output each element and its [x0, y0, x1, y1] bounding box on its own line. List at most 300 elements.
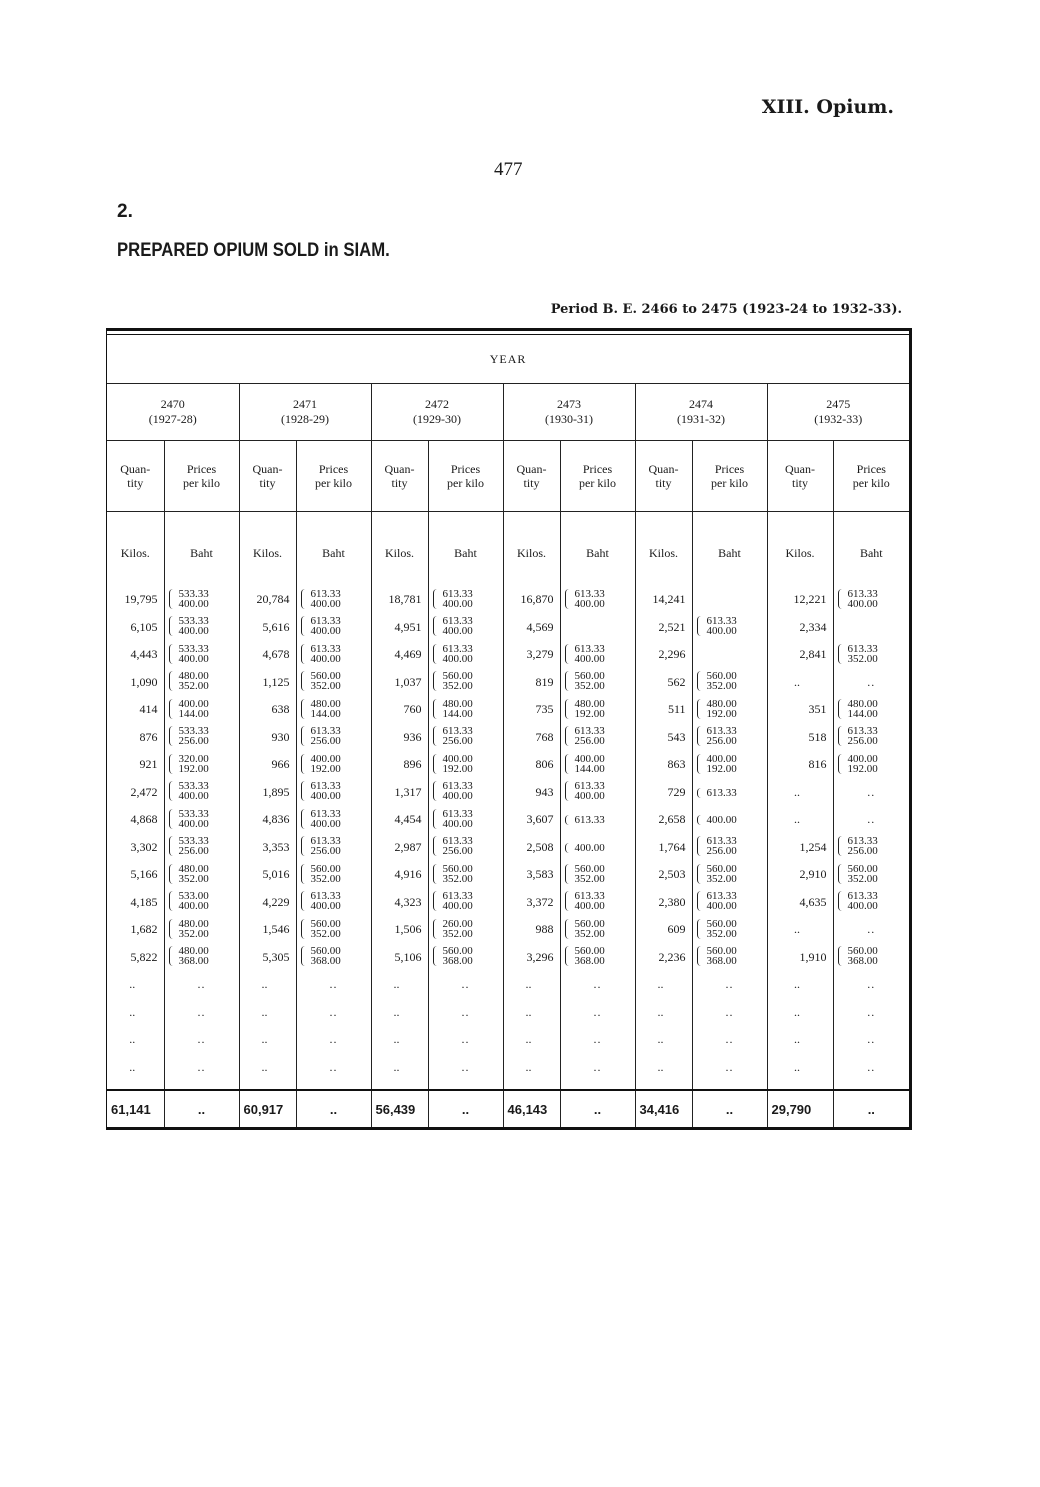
year-be: 2472	[425, 397, 449, 411]
price-cell	[296, 779, 371, 807]
price-range	[165, 919, 209, 939]
price-high: 480.00	[442, 697, 473, 710]
price-high: 560.00	[847, 862, 878, 875]
quantity-cell: 943	[503, 779, 560, 807]
quantity-cell: 806	[503, 751, 560, 779]
price-cell	[164, 999, 239, 1027]
price-low: 256.00	[310, 735, 341, 748]
price-range	[165, 946, 209, 966]
price-range	[297, 891, 341, 911]
price-empty: ..	[593, 977, 602, 992]
year-be: 2475	[826, 397, 851, 411]
price-cell	[428, 582, 503, 614]
price-cell	[428, 944, 503, 972]
price-low: 368.00	[574, 955, 605, 968]
quantity-cell: 1,125	[239, 669, 296, 697]
quantity-cell: 1,546	[239, 916, 296, 944]
price-cell	[560, 861, 635, 889]
price-cell	[428, 889, 503, 917]
price-range	[834, 726, 878, 746]
price-low: 400.00	[442, 817, 473, 830]
quantity-cell: 5,305	[239, 944, 296, 972]
price-low: 352.00	[442, 927, 473, 940]
units-row	[107, 512, 909, 583]
table-row	[107, 861, 909, 889]
quantity-cell: 4,836	[239, 806, 296, 834]
price-empty: ..	[725, 1059, 734, 1074]
quantity-cell: 12,221	[767, 582, 833, 614]
quantity-cell: 2,521	[635, 614, 692, 642]
price-cell	[428, 971, 503, 999]
price-low: 400.00	[442, 625, 473, 638]
price-high: 533.33	[178, 725, 209, 738]
year-column-header	[767, 384, 909, 441]
quantity-cell: 1,910	[767, 944, 833, 972]
price-range	[561, 919, 605, 939]
price-range	[297, 919, 341, 939]
price-header: Prices per kilo	[164, 441, 239, 512]
quantity-cell: 20,784	[239, 582, 296, 614]
price-high: 533.33	[178, 835, 209, 848]
price-cell	[164, 751, 239, 779]
quantity-cell: 1,317	[371, 779, 428, 807]
price-high: 613.33	[847, 642, 878, 655]
price-low: 400.00	[442, 900, 473, 913]
quantity-cell: 2,503	[635, 861, 692, 889]
price-range	[165, 644, 209, 664]
price-cell	[833, 779, 909, 807]
price-high: 613.33	[574, 642, 605, 655]
price-low: 192.00	[310, 762, 341, 775]
quantity-cell: ..	[635, 971, 692, 999]
price-range	[165, 809, 209, 829]
quantity-cell: 14,241	[635, 582, 692, 614]
price-low: 192.00	[178, 762, 209, 775]
price-range	[429, 919, 473, 939]
price-empty: ..	[329, 1032, 338, 1047]
price-cell	[560, 779, 635, 807]
price-high: 560.00	[574, 917, 605, 930]
price-cell	[833, 696, 909, 724]
price-cell	[833, 1054, 909, 1082]
price-high: 613.33	[310, 807, 341, 820]
price-cell	[692, 916, 767, 944]
quantity-cell: 3,296	[503, 944, 560, 972]
price-cell	[164, 861, 239, 889]
price-high: 560.00	[442, 945, 473, 958]
price-cell	[560, 944, 635, 972]
price-header: Prices per kilo	[560, 441, 635, 512]
price-high: 613.33	[310, 780, 341, 793]
quantity-cell: 638	[239, 696, 296, 724]
price-high: 560.00	[574, 862, 605, 875]
price-range	[297, 726, 341, 746]
year-columns-row	[107, 384, 909, 441]
price-cell	[833, 614, 909, 642]
price-cell	[296, 696, 371, 724]
price-cell	[428, 1054, 503, 1082]
price-low: 352.00	[442, 872, 473, 885]
quantity-cell: 4,185	[107, 889, 164, 917]
price-range	[561, 815, 605, 825]
price-range	[834, 754, 878, 774]
price-low: 256.00	[706, 735, 737, 748]
table-row	[107, 889, 909, 917]
price-high: 560.00	[706, 945, 737, 958]
total-price: ..	[164, 1090, 239, 1127]
opium-sales-table	[106, 328, 912, 1130]
price-cell	[296, 669, 371, 697]
quantity-cell: 3,279	[503, 641, 560, 669]
quantity-cell: ..	[503, 999, 560, 1027]
year-ce: (1927-28)	[148, 412, 197, 426]
quantity-unit: Kilos.	[635, 512, 692, 583]
price-cell	[296, 724, 371, 752]
price-cell	[560, 641, 635, 669]
price-high: 613.33	[574, 587, 605, 600]
price-range	[429, 699, 473, 719]
price-low: 256.00	[442, 845, 473, 858]
total-quantity: 60,917	[239, 1090, 296, 1127]
price-cell	[833, 751, 909, 779]
price-range	[693, 754, 737, 774]
quantity-cell: 2,910	[767, 861, 833, 889]
year-be: 2471	[293, 397, 317, 411]
price-low: 368.00	[847, 955, 878, 968]
price-range	[297, 946, 341, 966]
price-low: 144.00	[310, 707, 341, 720]
quantity-cell: 735	[503, 696, 560, 724]
quantity-cell: 562	[635, 669, 692, 697]
price-range	[165, 781, 209, 801]
price-low: 400.00	[178, 817, 209, 830]
year-column-header	[371, 384, 503, 441]
price-low: 256.00	[442, 735, 473, 748]
price-high: 533.33	[178, 780, 209, 793]
price-high: 480.00	[310, 697, 341, 710]
price-empty: ..	[197, 1004, 206, 1019]
price-range	[297, 589, 341, 609]
quantity-cell: 609	[635, 916, 692, 944]
quantity-cell: ..	[371, 999, 428, 1027]
price-range	[165, 671, 209, 691]
quantity-cell: 4,469	[371, 641, 428, 669]
price-low: 352.00	[706, 927, 737, 940]
year-be: 2470	[160, 397, 185, 411]
quantity-cell: 19,795	[107, 582, 164, 614]
price-low: 400.00	[310, 625, 341, 638]
price-cell	[164, 614, 239, 642]
price-cell	[692, 861, 767, 889]
price-cell	[692, 999, 767, 1027]
quantity-header: Quan- tity	[371, 441, 428, 512]
price-range	[693, 946, 737, 966]
price-unit: Baht	[692, 512, 767, 583]
price-cell	[560, 669, 635, 697]
quantity-cell: 1,254	[767, 834, 833, 862]
price-cell	[296, 751, 371, 779]
price-low: 192.00	[847, 762, 878, 775]
total-price: ..	[833, 1090, 909, 1127]
price-cell	[428, 641, 503, 669]
price-high: 613.33	[310, 835, 341, 848]
price-low: 368.00	[442, 955, 473, 968]
price-cell	[164, 582, 239, 614]
item-number: 2.	[117, 201, 133, 222]
price-cell	[428, 806, 503, 834]
quantity-cell: 876	[107, 724, 164, 752]
price-low: 352.00	[574, 872, 605, 885]
price-cell	[833, 944, 909, 972]
price-range	[429, 616, 473, 636]
price-high: 400.00	[706, 814, 737, 827]
price-cell	[692, 696, 767, 724]
price-high: 613.33	[847, 725, 878, 738]
quantity-cell: ..	[767, 971, 833, 999]
quantity-cell: ..	[371, 1026, 428, 1054]
quantity-cell: 5,106	[371, 944, 428, 972]
year-be: 2474	[689, 397, 713, 411]
price-empty: ..	[725, 1032, 734, 1047]
price-unit: Baht	[296, 512, 371, 583]
price-range	[834, 836, 878, 856]
quantity-cell: 3,353	[239, 834, 296, 862]
price-cell	[164, 669, 239, 697]
price-cell	[296, 582, 371, 614]
price-range	[693, 788, 737, 798]
price-cell	[428, 614, 503, 642]
price-cell	[833, 971, 909, 999]
quantity-cell: 1,764	[635, 834, 692, 862]
quantity-cell: 2,987	[371, 834, 428, 862]
price-cell	[164, 971, 239, 999]
price-cell	[164, 806, 239, 834]
price-cell	[296, 834, 371, 862]
price-range	[429, 946, 473, 966]
price-low: 352.00	[847, 872, 878, 885]
price-unit: Baht	[164, 512, 239, 583]
quantity-cell: ..	[107, 1026, 164, 1054]
price-empty: ..	[867, 1004, 876, 1019]
quantity-cell: 760	[371, 696, 428, 724]
price-empty: ..	[461, 1059, 470, 1074]
price-empty: ..	[197, 1059, 206, 1074]
price-range	[297, 781, 341, 801]
price-cell	[833, 724, 909, 752]
price-range	[165, 891, 209, 911]
price-cell	[428, 779, 503, 807]
price-low: 400.00	[310, 652, 341, 665]
quantity-cell: 936	[371, 724, 428, 752]
price-high: 560.00	[442, 670, 473, 683]
totals-row	[107, 1090, 909, 1127]
price-range	[429, 891, 473, 911]
price-cell	[560, 999, 635, 1027]
quantity-cell: ..	[767, 669, 833, 697]
price-empty: ..	[197, 1032, 206, 1047]
price-empty: ..	[867, 977, 876, 992]
price-cell	[296, 614, 371, 642]
quantity-cell: 768	[503, 724, 560, 752]
quantity-cell: ..	[767, 779, 833, 807]
price-cell	[692, 751, 767, 779]
quantity-cell: 351	[767, 696, 833, 724]
price-high: 400.00	[310, 752, 341, 765]
price-range	[561, 644, 605, 664]
year-column-header	[239, 384, 371, 441]
price-range	[693, 726, 737, 746]
price-low: 352.00	[178, 872, 209, 885]
price-high: 613.33	[442, 835, 473, 848]
quantity-cell: 3,607	[503, 806, 560, 834]
quantity-cell: ..	[767, 806, 833, 834]
quantity-cell: ..	[767, 1054, 833, 1082]
price-low: 400.00	[574, 900, 605, 913]
price-empty: ..	[329, 1004, 338, 1019]
price-cell	[692, 889, 767, 917]
year-column-header	[107, 384, 239, 441]
price-cell	[692, 582, 767, 614]
total-price: ..	[692, 1090, 767, 1127]
price-header: Prices per kilo	[428, 441, 503, 512]
quantity-cell: ..	[107, 999, 164, 1027]
price-range	[834, 891, 878, 911]
quantity-cell: ..	[635, 1026, 692, 1054]
price-cell	[560, 1026, 635, 1054]
quantity-cell: 3,583	[503, 861, 560, 889]
price-cell	[296, 861, 371, 889]
table-row	[107, 999, 909, 1027]
price-high: 613.33	[706, 786, 737, 799]
price-cell	[164, 1054, 239, 1082]
price-empty: ..	[197, 977, 206, 992]
price-range	[693, 891, 737, 911]
price-high: 480.00	[574, 697, 605, 710]
price-high: 613.33	[442, 587, 473, 600]
quantity-cell: 543	[635, 724, 692, 752]
quantity-cell: 921	[107, 751, 164, 779]
price-range	[561, 864, 605, 884]
price-cell	[560, 806, 635, 834]
price-range	[834, 589, 878, 609]
quantity-cell: 1,090	[107, 669, 164, 697]
price-cell	[164, 696, 239, 724]
quantity-cell: 2,380	[635, 889, 692, 917]
quantity-cell: 863	[635, 751, 692, 779]
total-price: ..	[428, 1090, 503, 1127]
quantity-cell: ..	[371, 971, 428, 999]
price-cell	[296, 916, 371, 944]
price-cell	[833, 861, 909, 889]
price-high: 560.00	[310, 945, 341, 958]
price-range	[297, 616, 341, 636]
quantity-cell: 819	[503, 669, 560, 697]
price-range	[165, 699, 209, 719]
price-low: 400.00	[574, 652, 605, 665]
quantity-cell: 2,472	[107, 779, 164, 807]
price-cell	[560, 916, 635, 944]
quantity-cell: 2,296	[635, 641, 692, 669]
price-range	[165, 726, 209, 746]
price-range	[561, 699, 605, 719]
price-low: 400.00	[574, 597, 605, 610]
price-empty: ..	[725, 977, 734, 992]
table-row	[107, 806, 909, 834]
price-high: 480.00	[178, 670, 209, 683]
price-cell	[692, 834, 767, 862]
price-low: 400.00	[310, 790, 341, 803]
price-cell	[560, 696, 635, 724]
price-range	[834, 699, 878, 719]
price-cell	[692, 614, 767, 642]
price-range	[693, 836, 737, 856]
price-empty: ..	[867, 1032, 876, 1047]
price-range	[297, 699, 341, 719]
price-high: 613.33	[442, 807, 473, 820]
price-range	[429, 644, 473, 664]
table-row	[107, 944, 909, 972]
price-range	[297, 644, 341, 664]
table-title: PREPARED OPIUM SOLD in SIAM.	[117, 240, 390, 261]
quantity-cell: ..	[503, 971, 560, 999]
price-high: 613.33	[442, 615, 473, 628]
price-low: 256.00	[847, 845, 878, 858]
quantity-cell: 4,443	[107, 641, 164, 669]
quantity-header: Quan- tity	[635, 441, 692, 512]
table-row	[107, 614, 909, 642]
price-range	[693, 815, 737, 825]
price-low: 144.00	[847, 707, 878, 720]
price-cell	[296, 641, 371, 669]
quantity-cell: 414	[107, 696, 164, 724]
price-high: 613.33	[310, 890, 341, 903]
price-empty: ..	[867, 674, 876, 689]
price-cell	[164, 779, 239, 807]
price-high: 400.00	[847, 752, 878, 765]
price-high: 613.33	[847, 835, 878, 848]
quantity-cell: 1,506	[371, 916, 428, 944]
price-cell	[428, 751, 503, 779]
price-high: 533.33	[178, 615, 209, 628]
price-cell	[164, 641, 239, 669]
price-range	[429, 809, 473, 829]
quantity-cell: ..	[107, 1054, 164, 1082]
price-cell	[692, 971, 767, 999]
price-cell	[164, 916, 239, 944]
quantity-cell: 4,868	[107, 806, 164, 834]
quantity-cell: ..	[503, 1026, 560, 1054]
quantity-cell: 2,334	[767, 614, 833, 642]
quantity-cell: 5,822	[107, 944, 164, 972]
price-range	[297, 809, 341, 829]
price-cell	[833, 916, 909, 944]
price-low: 256.00	[178, 735, 209, 748]
price-high: 480.00	[178, 945, 209, 958]
quantity-cell: ..	[371, 1054, 428, 1082]
price-high: 613.33	[574, 890, 605, 903]
price-cell	[833, 834, 909, 862]
price-cell	[164, 889, 239, 917]
price-low: 368.00	[706, 955, 737, 968]
price-cell	[833, 669, 909, 697]
table-row	[107, 834, 909, 862]
quantity-cell: 3,372	[503, 889, 560, 917]
price-low: 400.00	[310, 597, 341, 610]
price-cell	[428, 861, 503, 889]
quantity-cell: 4,635	[767, 889, 833, 917]
price-cell	[428, 916, 503, 944]
quantity-cell: 2,658	[635, 806, 692, 834]
